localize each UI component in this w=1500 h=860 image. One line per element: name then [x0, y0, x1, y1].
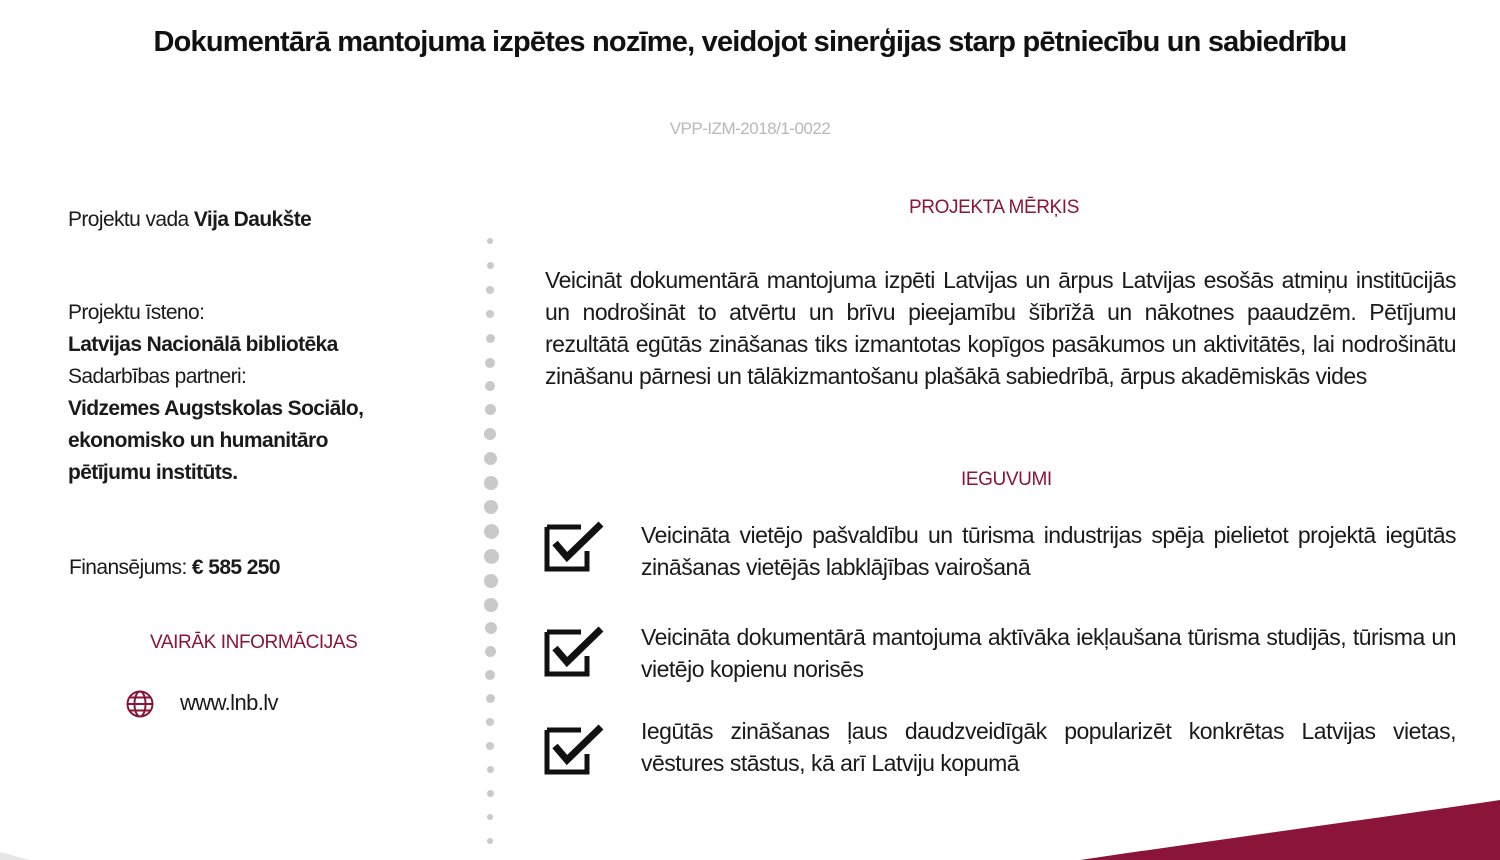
implementer-name: Latvijas Nacionālā bibliotēka: [68, 333, 338, 356]
partner-name-line3: pētījumu institūts.: [68, 461, 238, 484]
partners-label: Sadarbības partneri:: [68, 365, 247, 388]
divider-dot: [486, 718, 494, 726]
project-lead-label: Projektu vada: [68, 208, 194, 231]
divider-dot: [487, 814, 493, 820]
divider-dot: [484, 476, 498, 490]
benefit-item: Iegūtās zināšanas ļaus daudzveidīgāk popularizēt konkrētas Latvijas vietas, vēstures stāstus, kā arī Latviju kopumā: [641, 718, 1456, 776]
divider-dot: [484, 500, 498, 514]
divider-dot: [485, 670, 495, 680]
divider-dot: [485, 381, 495, 391]
divider-dot: [486, 310, 494, 318]
divider-dot: [486, 286, 494, 294]
divider-dot: [485, 646, 496, 657]
funding-label: Finansējums:: [69, 556, 192, 579]
project-lead-name: Vija Daukšte: [193, 208, 312, 231]
project-code: VPP-IZM-2018/1-0022: [669, 119, 831, 138]
goal-text: Veicināt dokumentārā mantojuma izpēti Latvijas un ārpus Latvijas esošās atmiņu institūcijās un nodrošināt to atvērtu un brīvu pieejamību šībrīžā un nākotnes paaudzēm. Pētījumu rezultātā egūtās zināšanas tiks izmantotas kopīgos pasākumos un aktivitātēs, lai nodrošinātu zināšanu pārnesi un tālākizmantošanu plašākā sabiedrībā, ārpus akadēmiskās vides: [545, 267, 1456, 389]
benefit-item: Veicināta vietējo pašvaldību un tūrisma industrijas spēja pielietot projektā iegūtās zināšanas vietējās labklājības vairošanā: [641, 522, 1456, 580]
funding-value: € 585 250: [191, 556, 280, 579]
divider-dot: [484, 549, 499, 564]
website-link[interactable]: www.lnb.lv: [180, 690, 278, 715]
benefit-item: Veicināta dokumentārā mantojuma aktīvāka iekļaušana tūrisma studijās, tūrisma un vietējo kopienu norisēs: [641, 624, 1456, 682]
page-title: Dokumentārā mantojuma izpētes nozīme, veidojot sinerģijas starp pētniecību un sabiedrību: [153, 26, 1347, 58]
goal-heading: PROJEKTA MĒRĶIS: [909, 197, 1079, 218]
checkbox-checked-icon: [543, 724, 605, 776]
column-divider: [484, 238, 496, 860]
divider-dot: [484, 598, 498, 612]
divider-dot: [486, 742, 494, 750]
globe-icon: [125, 689, 155, 719]
implementer-label: Projektu īsteno:: [68, 301, 205, 324]
checkbox-checked-icon: [543, 626, 605, 678]
divider-dot: [486, 334, 495, 343]
divider-dot: [484, 574, 498, 588]
partner-name-line2: ekonomisko un humanitāro: [68, 429, 328, 452]
benefits-heading: IEGUVUMI: [961, 469, 1052, 490]
divider-dot: [485, 622, 497, 634]
divider-dot: [484, 524, 499, 539]
divider-dot: [485, 404, 496, 415]
divider-dot: [485, 358, 495, 368]
project-lead: [68, 204, 311, 236]
divider-dot: [486, 694, 495, 703]
divider-dot: [487, 838, 493, 844]
divider-dot: [487, 238, 493, 244]
checkbox-checked-icon: [543, 521, 605, 573]
partner-name-line1: Vidzemes Augstskolas Sociālo,: [68, 397, 364, 420]
divider-dot: [487, 766, 494, 773]
divider-dot: [487, 790, 494, 797]
divider-dot: [487, 262, 494, 269]
more-info-heading: VAIRĀK INFORMĀCIJAS: [150, 632, 358, 653]
divider-dot: [484, 428, 496, 440]
divider-dot: [484, 452, 497, 465]
funding: [69, 552, 280, 584]
project-implementers: [68, 297, 363, 489]
